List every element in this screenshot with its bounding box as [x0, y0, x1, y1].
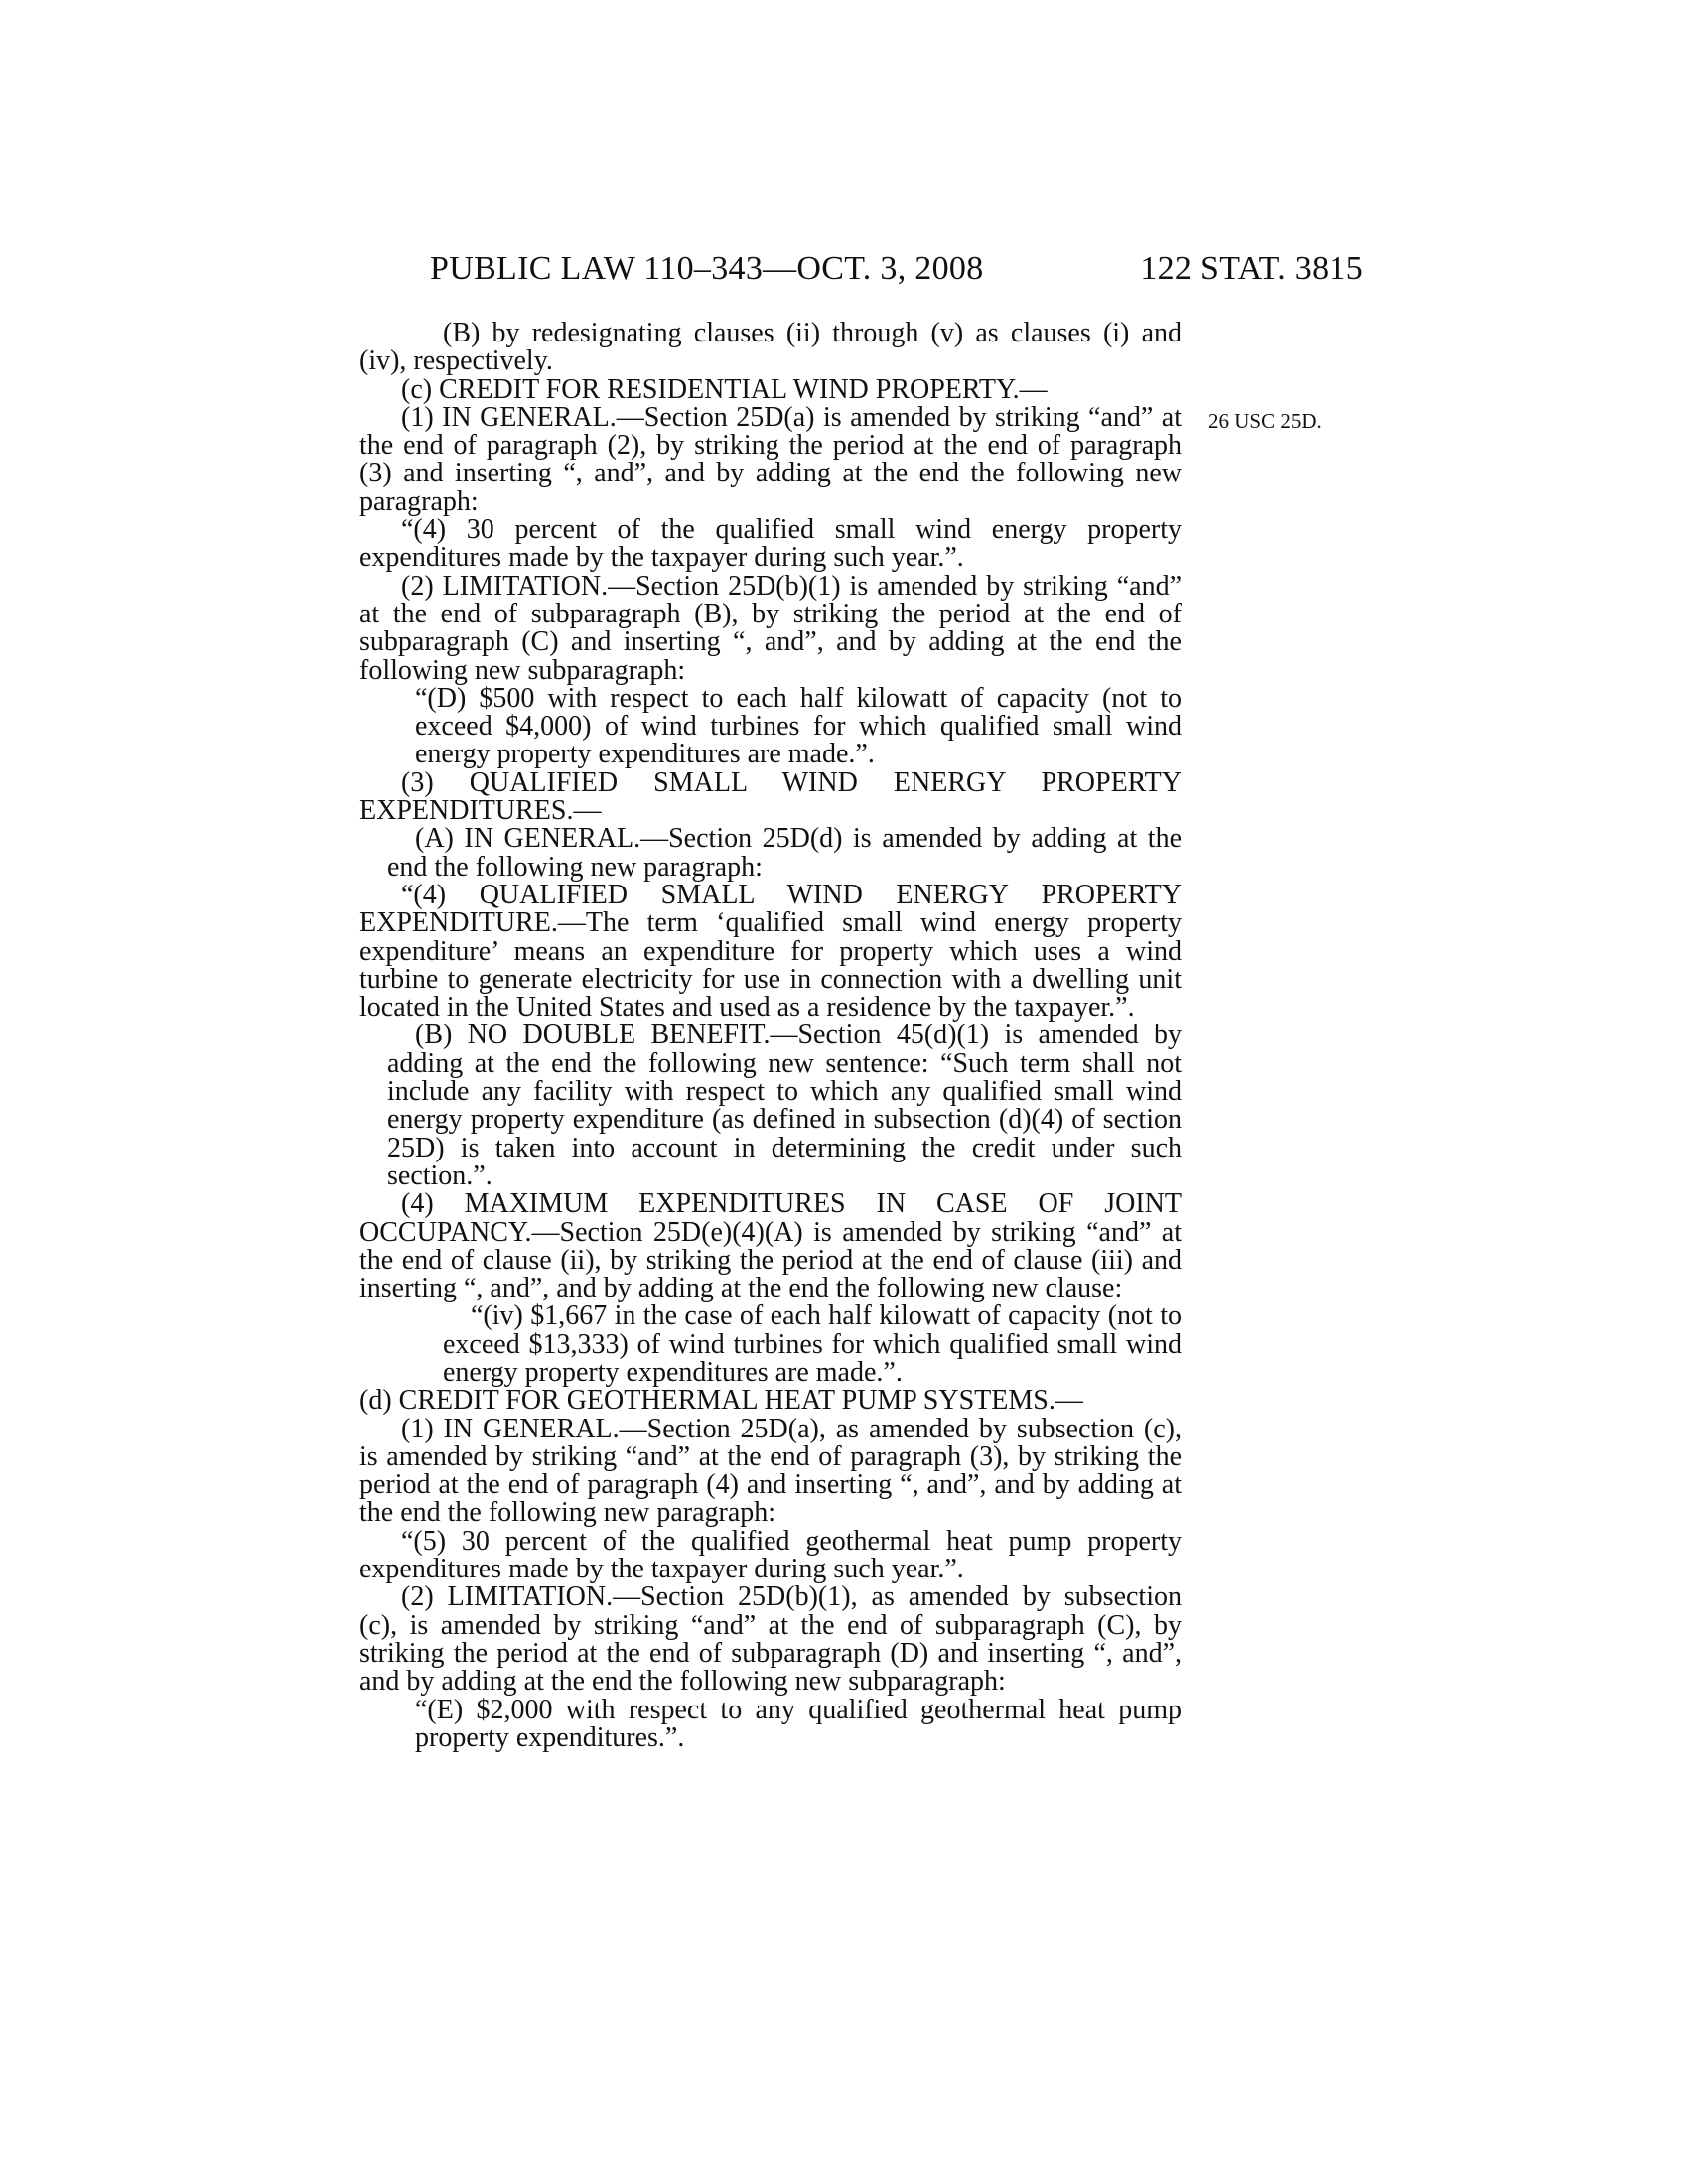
subsection-c-paragraph-2: (2) LIMITATION.—Section 25D(b)(1) is amended by striking “and” at the end of subparagraph (B), by striking the period at the end of subparagraph (C) and inserting “, and”, and by adding at the end the following new subparagraph:	[359, 570, 1182, 686]
subsection-c-paragraph-4: (4) MAXIMUM EXPENDITURES IN CASE OF JOINT OCCUPANCY.—Section 25D(e)(4)(A) is amended by striking “and” at the end of clause (ii), by striking the period at the end of clause (iii) and inserting “, and”, and by adding at the end the following new clause:	[359, 1188, 1182, 1304]
quoted-paragraph-4-definition: “(4) QUALIFIED SMALL WIND ENERGY PROPERTY EXPENDITURE.—The term ‘qualified small wind energy property expenditure’ means an expenditure for property which uses a wind turbine to generate electricity for use in connection with a dwelling unit located in the United States and used as a residence by the taxpayer.”.	[359, 879, 1182, 1024]
statute-body	[359, 320, 1182, 1752]
clause-b-redesignating: (B) by redesignating clauses (ii) through (v) as clauses (i) and (iv), respectively.	[359, 318, 1182, 377]
quoted-paragraph-4: “(4) 30 percent of the qualified small wind energy property expenditures made by the taxpayer during such year.”.	[359, 514, 1182, 574]
quoted-clause-iv: “(iv) $1,667 in the case of each half kilowatt of capacity (not to exceed $13,333) of wind turbines for which qualified small wind energy property expenditures are made.”.	[443, 1300, 1182, 1388]
subsection-d-heading: (d) CREDIT FOR GEOTHERMAL HEAT PUMP SYSTEMS.—	[359, 1385, 1083, 1417]
paragraph-3-subparagraph-a: (A) IN GENERAL.—Section 25D(d) is amended by adding at the end the following new paragraph:	[387, 823, 1182, 883]
quoted-paragraph-5: “(5) 30 percent of the qualified geothermal heat pump property expenditures made by the taxpayer during such year.”.	[359, 1525, 1182, 1585]
subsection-d-paragraph-2: (2) LIMITATION.—Section 25D(b)(1), as amended by subsection (c), is amended by striking “and” at the end of subparagraph (C), by striking the period at the end of subparagraph (D) and inserting “, and”, and by adding at the end the following new subparagraph:	[359, 1581, 1182, 1698]
subsection-c-paragraph-3-heading: (3) QUALIFIED SMALL WIND ENERGY PROPERTY EXPENDITURES.—	[359, 766, 1182, 827]
quoted-subparagraph-d: “(D) $500 with respect to each half kilowatt of capacity (not to exceed $4,000) of wind turbines for which qualified small wind energy property expenditures are made.”.	[415, 682, 1182, 770]
subsection-c-heading: (c) CREDIT FOR RESIDENTIAL WIND PROPERTY.—	[401, 373, 1048, 405]
running-header-left: PUBLIC LAW 110–343—OCT. 3, 2008	[430, 250, 984, 287]
running-header-right: 122 STAT. 3815	[1140, 250, 1363, 287]
quoted-subparagraph-e: “(E) $2,000 with respect to any qualified geothermal heat pump property expenditures.”.	[415, 1694, 1182, 1753]
paragraph-3-subparagraph-b: (B) NO DOUBLE BENEFIT.—Section 45(d)(1) is amended by adding at the end the following new sentence: “Such term shall not include any facility with respect to which any qualified small wind energy property expenditure (as defined in subsection (d)(4) of section 25D) is taken into account in determining the credit under such section.”.	[387, 1020, 1182, 1191]
subsection-c-paragraph-1: (1) IN GENERAL.—Section 25D(a) is amended by striking “and” at the end of paragraph (2), by striking the period at the end of paragraph (3) and inserting “, and”, and by adding at the end the following new paragraph:	[359, 401, 1182, 517]
subsection-d-paragraph-1: (1) IN GENERAL.—Section 25D(a), as amended by subsection (c), is amended by striking “and” at the end of paragraph (3), by striking the period at the end of paragraph (4) and inserting “, and”, and by adding at the end the following new paragraph:	[359, 1413, 1182, 1529]
margin-citation-note: 26 USC 25D.	[1208, 409, 1322, 433]
